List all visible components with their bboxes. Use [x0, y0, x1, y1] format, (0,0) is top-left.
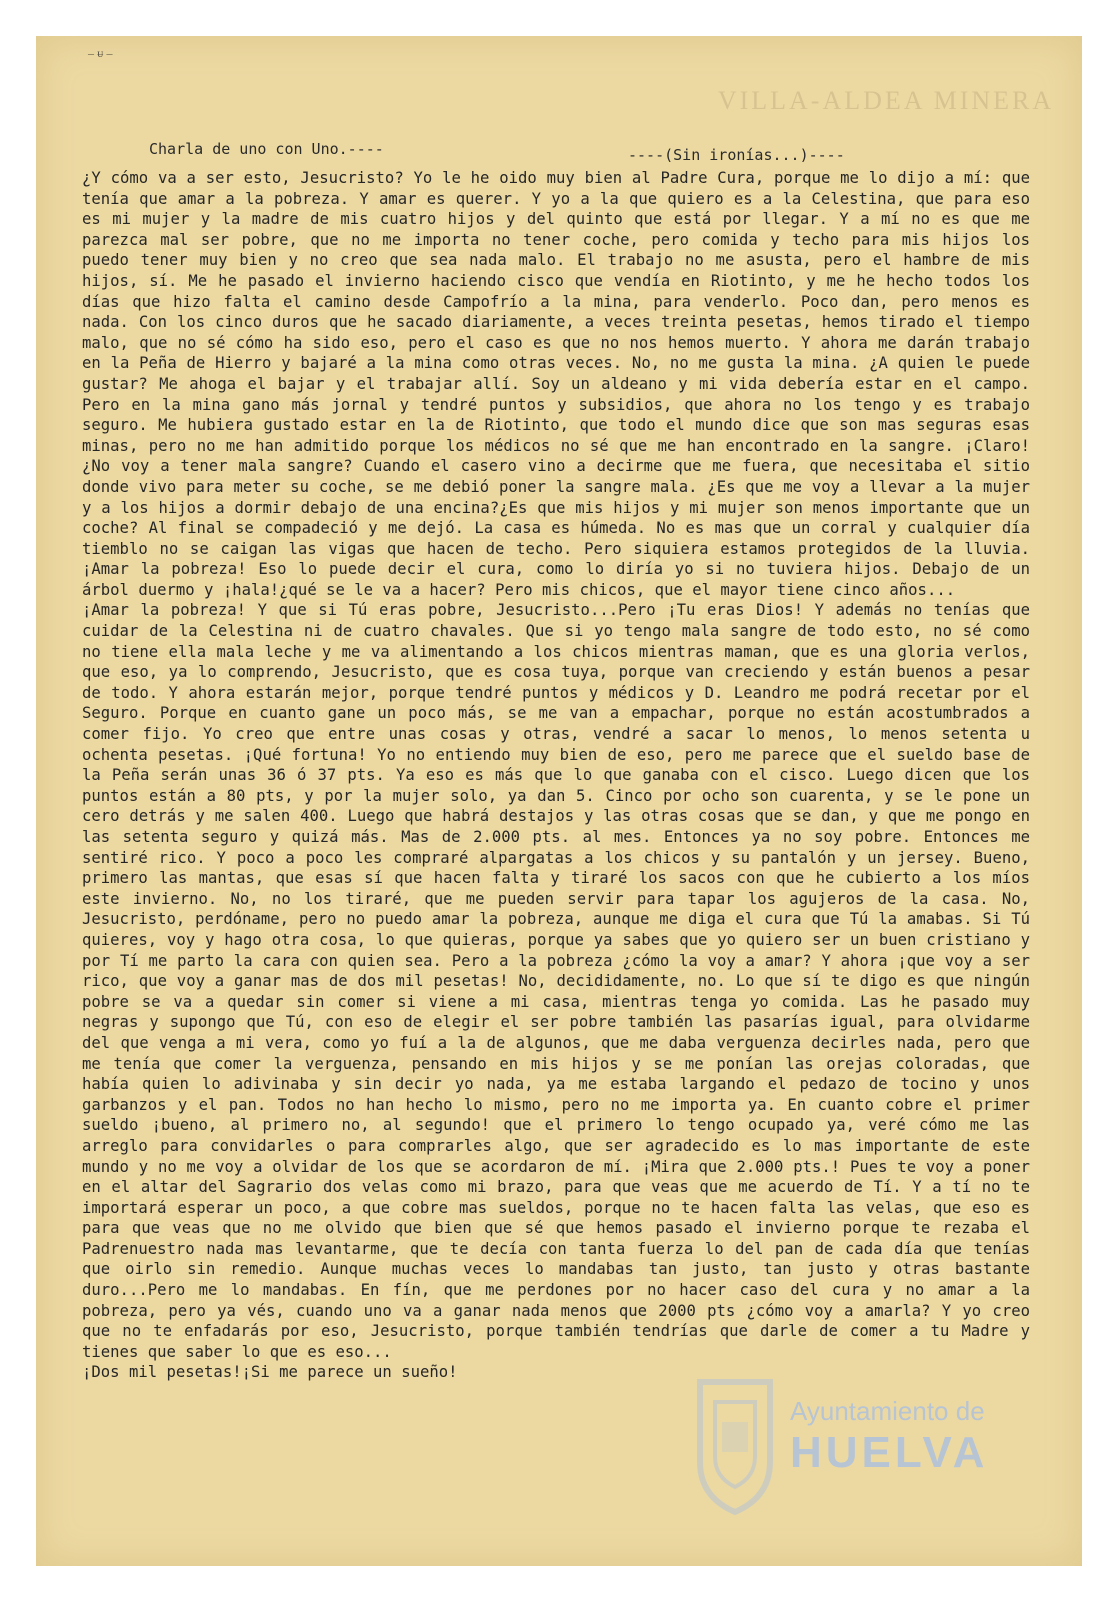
watermark-bottom: HUELVA — [790, 1428, 989, 1477]
letterhead-bleedthrough — [696, 86, 1076, 120]
document-subtitle: ----(Sin ironías...)---- — [628, 146, 845, 164]
paragraph: ¿Y cómo va a ser esto, Jesucristo? Yo le he oido muy bien al Padre Cura, porque me lo dijo a mí: que tenía que amar a la pobreza. Y amar es querer. Y yo a la que quiero es a la Celestina, que para eso es mi mujer y la madre de mis cuatro hijos y del quinto que está por llegar. Y a mí no es que me parezca mal ser pobre, que no me importa no tener coche, pero comida y techo para mis hijos los puedo tener muy bien y no creo que sea nada malo. El trabajo no me asusta, pero el hambre de mis hijos, sí. Me he pasado el invierno haciendo cisco que vendía en Riotinto, y me he hecho todos los días que hizo falta el camino desde Campofrío a la mina, para venderlo. Poco dan, pero menos es nada. Con los cinco duros que he sacado diariamente, a veces treinta pesetas, hemos tirado el tiempo malo, que no sé cómo ha sido eso, pero el caso es que no nos hemos muerto. Y ahora me darán trabajo en la Peña de Hierro y bajaré a la mina como otras veces. No, no me gusta la mina. ¿A quien le puede gustar? Me ahoga el bajar y el trabajar allí. Soy un aldeano y mi vida debería estar en el campo. Pero en la mina gano más jornal y tendré puntos y subsidios, que ahora no los tengo y es trabajo seguro. Me hubiera gustado estar en la de Riotinto, que todo el mundo dice que son mas seguras esas minas, pero no me han admitido porque los médicos no sé que me han encontrado en la sangre. ¡Claro! ¿No voy a tener mala sangre? Cuando el casero vino a decirme que me fuera, que necesitaba el sitio donde vivo para meter su coche, se me debió poner la sangre mala. ¿Es que me voy a llevar a la mujer y a los hijos a dormir debajo de una encina?¿Es que mis hijos y mi mujer son menos importante que un coche? Al final se compadeció y me dejó. La casa es húmeda. No es mas que un corral y cualquier día tiemblo no se caigan las vigas que hacen de techo. Pero siquiera estamos protegidos de la lluvia. ¡Amar la pobreza! Eso lo puede decir el cura, como lo diría yo si no tuviera hijos. Debajo de un árbol duermo y ¡hala!¿qué se le va a hacer? Pero mis chicos, que el mayor tiene cinco años... — [82, 169, 1030, 599]
paragraph: ¡Amar la pobreza! Y que si Tú eras pobre, Jesucristo...Pero ¡Tu eras Dios! Y además no tenías que cuidar de la Celestina ni de cuatro chavales. Que si yo tengo mala sangre de todo esto, no sé como no tiene ella mala leche y me va alimentando a los chicos mientras maman, que es una gloria verlos, que eso, ya lo comprendo, Jesucristo, que es cosa tuya, porque van creciendo y están buenos a pesar de todo. Y ahora estarán mejor, porque tendré puntos y médicos y D. Leandro me podrá recetar por el Seguro. Porque en cuanto gane un poco más, se me van a empachar, porque no están acostumbrados a comer fijo. Yo creo que entre unas cosas y otras, vendré a sacar lo menos, lo menos setenta u ochenta pesetas. ¡Qué fortuna! Yo no entiendo muy bien de eso, pero me parece que el sueldo base de la Peña serán unas 36 ó 37 pts. Ya eso es más que lo que ganaba con el cisco. Luego dicen que los puntos están a 80 pts, y por la mujer solo, ya dan 5. Cinco por ocho son cuarenta, y se le pone un cero detrás y me salen 400. Luego que habrá destajos y las otras cosas que se dan, y que me pongo en las setenta seguro y quizá más. Mas de 2.000 pts. al mes. Entonces ya no soy pobre. Entonces me sentiré rico. Y poco a poco les compraré alpargatas a los chicos y su pantalón y un jersey. Bueno, primero las mantas, que esas sí que hacen falta y tiraré los sacos con que he cubierto a los míos este invierno. No, no los tiraré, que me pueden servir para tapar los agujeros de la casa. No, Jesucristo, perdóname, pero no puedo amar la pobreza, aunque me diga el cura que Tú la amabas. Si Tú quieres, voy y hago otra cosa, lo que quieras, porque ya sabes que yo quiero ser un buen cristiano y por Tí me parto la cara con quien sea. Pero a la pobreza ¿cómo la voy a amar? Y ahora ¡que voy a ser rico, que voy a ganar mas de dos mil pesetas! No, decididamente, no. Lo que sí te digo es que ningún pobre se va a quedar sin comer si viene a mi casa, mientras tenga yo comida. Las he pasado muy negras y supongo que Tú, con eso de elegir el ser pobre también las pasarías igual, para olvidarme del que venga a mi vera, como yo fuí a la de algunos, que me daba verguenza decirles nada, pero que me tenía que comer la verguenza, pensando en mis hijos y se me ponían las orejas coloradas, que había quien lo adivinaba y sin decir yo nada, ya me estaba largando el pedazo de tocino y unos garbanzos y el pan. Todos no han hecho lo mismo, pero no me importa ya. En cuanto cobre el primer sueldo ¡bueno, al primero no, al segundo! que el primero lo tengo ocupado ya, veré cómo me las arreglo para convidarles o para comprarles algo, que ser agradecido es lo mas importante de este mundo y no me voy a olvidar de los que se acordaron de mí. ¡Mira que 2.000 pts.! Pues te voy a poner en el altar del Sagrario dos velas como mi brazo, para que veas que me acuerdo de Tí. Y a tí no te importará esperar un poco, a que cobre mas sueldos, porque no te hacen falta las velas, que eso es para que veas que no me olvido que bien que sé que hemos pasado el invierno porque te rezaba el Padrenuestro nada mas levantarme, que te decía con tanta fuerza lo del pan de cada día que tenías que oirlo sin remedio. Aunque muchas veces lo mandabas tan justo, tan justo y otras bastante duro...Pero me lo mandabas. En fín, que me perdones por no hacer caso del cura y no amar a la pobreza, pero ya vés, cuando uno va a ganar nada menos que 2000 pts ¿cómo voy a amarla? Y yo creo que no te enfadarás por eso, Jesucristo, porque también tendrías que darle de comer a tu Madre y tienes que saber lo que es eso... — [82, 601, 1030, 1361]
pencil-mark: – ᵾ – — [88, 46, 113, 60]
letterhead-title: VILLA-ALDEA MINERA — [717, 86, 1055, 115]
document-title: Charla de uno con Uno.---- — [149, 140, 384, 158]
watermark-top: Ayuntamiento de — [790, 1396, 985, 1426]
paragraph: ¡Dos mil pesetas!¡Si me parece un sueño! — [82, 1363, 458, 1382]
letter-body — [82, 168, 1030, 1383]
